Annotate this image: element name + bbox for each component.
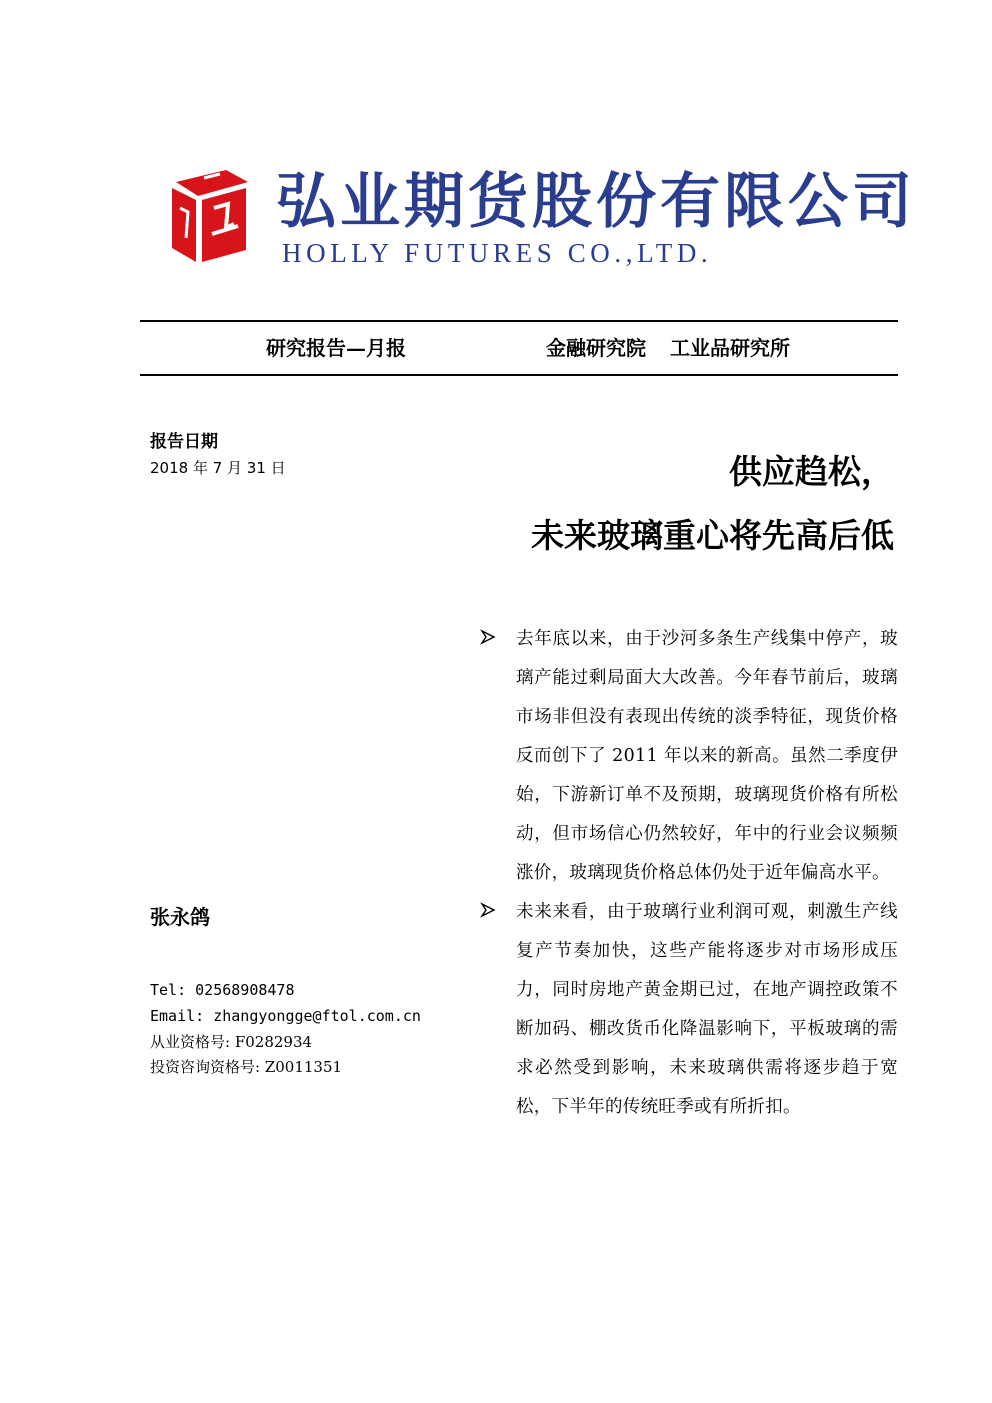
author-name: 张永鸽: [150, 905, 210, 929]
summary-text: 去年底以来，由于沙河多条生产线集中停产，玻璃产能过剩局面大大改善。今年春节前后，玻璃市场非但没有表现出传统的淡季特征，现货价格反而创下了 2011 年以来的新高。虽然二季度伊始，下游新订单不及预期，玻璃现货价格有所松动，但市场信心仍然较好，年中的行业会议频频涨价，玻璃现货价格总体仍处于近年偏高水平。: [516, 629, 898, 883]
logo-english-name: HOLLY FUTURES CO.,LTD.: [282, 238, 713, 268]
arrow-bullet-icon: [480, 629, 496, 645]
arrow-bullet-icon: [480, 902, 496, 918]
summary-item: [478, 620, 898, 893]
author-email: Email: zhangyongge@ftol.com.cn: [150, 1006, 421, 1025]
header-top-rule: [140, 320, 898, 322]
summary-item: [478, 893, 898, 1127]
report-date-label: 报告日期: [150, 432, 218, 452]
institute-line: [546, 334, 790, 362]
summary-list: [478, 620, 898, 1127]
summary-text: 未来来看，由于玻璃行业利润可观，刺激生产线复产节奏加快，这些产能将逐步对市场形成压力，同时房地产黄金期已过，在地产调控政策不断加码、棚改货币化降温影响下，平板玻璃的需求必然受到影响，未来玻璃供需将逐步趋于宽松，下半年的传统旺季或有所折扣。: [516, 902, 898, 1117]
author-contact: [150, 978, 421, 1081]
author-consulting-qualification: 投资咨询资格号: Z0011351: [150, 1058, 343, 1077]
institute-name: 金融研究院: [546, 336, 646, 360]
report-title-line1: 供应趋松，: [729, 452, 894, 491]
department-name: 工业品研究所: [670, 336, 790, 360]
report-type: 研究报告—月报: [266, 336, 406, 360]
header-bottom-rule: [140, 374, 898, 376]
report-date-value: 2018 年 7 月 31 日: [150, 459, 286, 477]
holly-logo-icon: [168, 168, 250, 264]
company-logo: [168, 167, 916, 268]
report-title-line2: 未来玻璃重心将先高后低: [531, 516, 894, 555]
author-qualification: 从业资格号: F0282934: [150, 1032, 313, 1051]
logo-chinese-name: 弘业期货股份有限公司: [276, 167, 916, 237]
author-tel: Tel: 02568908478: [150, 981, 295, 999]
